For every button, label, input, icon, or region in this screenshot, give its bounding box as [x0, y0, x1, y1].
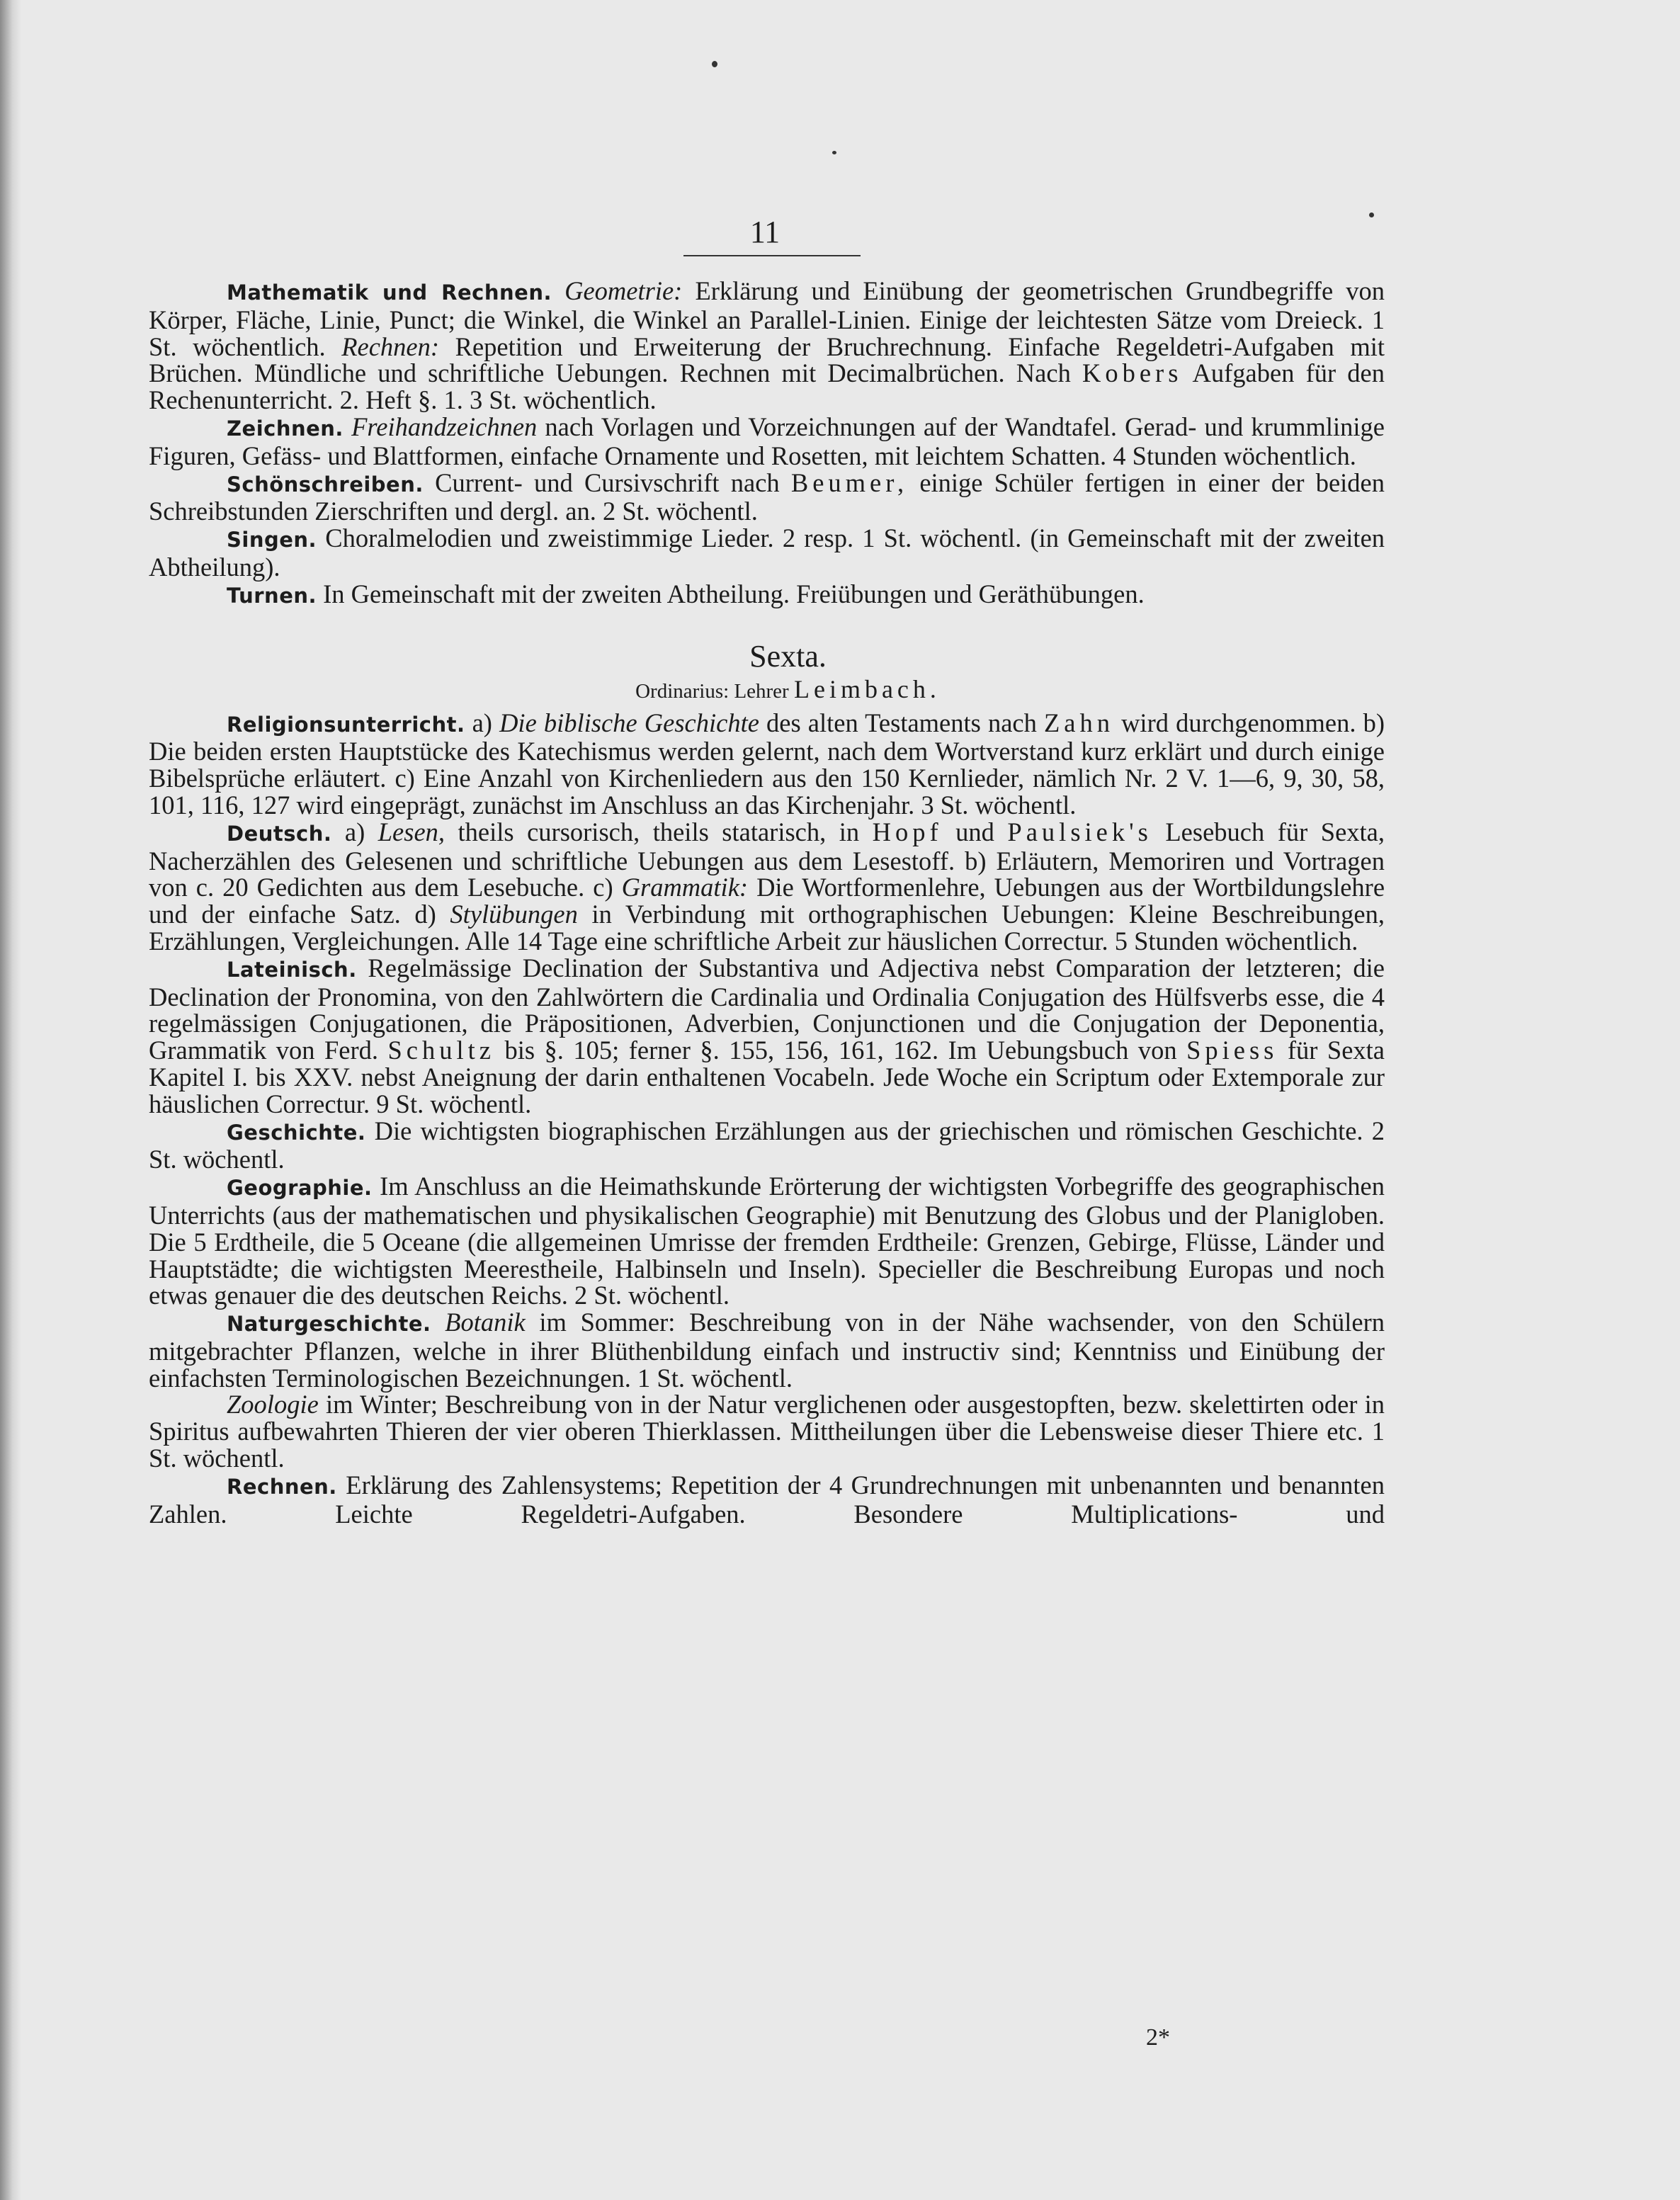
page-edge-shadow — [0, 0, 21, 2200]
author-spiess: Spiess — [1186, 1036, 1278, 1065]
page-content — [149, 212, 1385, 1527]
author-zahn: Zahn — [1043, 708, 1114, 737]
paragraph-religion — [149, 710, 1385, 819]
label-styluebungen: Stylübungen — [450, 900, 578, 929]
ordinarius-label: Ordinarius: — [635, 679, 730, 703]
heading-rechnen: Rechnen. — [227, 1474, 337, 1499]
heading-naturgeschichte: Naturgeschichte. — [227, 1312, 431, 1337]
text: Lesebuch für Sexta, Nacherzählen des Gelesenen und schriftliche Uebungen aus dem Lesestoff. b) Erläutern, Memoriren und Vortragen von c. 20 Gedichten aus dem Lesebuche. c) — [149, 817, 1385, 902]
author-schultz: Schultz — [387, 1036, 495, 1065]
paragraph-rechnen — [149, 1472, 1385, 1528]
text: wird durchgenommen. b) Die beiden ersten Hauptstücke des Katechismus werden gelernt, nach dem Wortverstand kurz erklärt und durch einige Bibelsprüche erläutert. c) Eine Anzahl von Kirchenliedern aus den 150 Kernlieder, nämlich Nr. 2 V. 1—6, 9, 30, 58, 101, 116, 127 wird eingeprägt, zunächst im Anschluss an das Kirchenjahr. 3 St. wöchentl. — [149, 708, 1385, 820]
label-grammatik: Grammatik: — [621, 873, 749, 902]
text: a) — [344, 817, 365, 846]
label-botanik: Botanik — [445, 1308, 526, 1337]
print-speck — [712, 61, 717, 67]
paragraph-geographie — [149, 1173, 1385, 1309]
text: im Winter; Beschreibung von in der Natur verglichenen oder ausgestopften, bezw. skelettirten oder in Spiritus aufbewahrten Thieren der vier oberen Thierklassen. Mittheilungen über die Lebensweise dieser Thiere etc. 1 St. wöchentl. — [149, 1390, 1385, 1473]
text: Repetition und Erweiterung der Bruchrechnung. Einfache Regeldetri-Aufgaben mit Brüchen. Mündliche und schriftliche Uebungen. Rechnen mit Decimalbrüchen. Nach — [149, 331, 1385, 388]
heading-religion: Religionsunterricht. — [227, 712, 465, 737]
text: a) — [472, 708, 492, 737]
heading-geschichte: Geschichte. — [227, 1120, 366, 1145]
text: Aufgaben für den Rechenunterricht. 2. Heft §. 1. 3 St. wöchentlich. — [149, 358, 1385, 415]
author-paulsiek: Paulsiek's — [1007, 817, 1152, 846]
lehrer-label: Lehrer — [734, 679, 789, 703]
author-kobers: Kobers — [1082, 358, 1183, 388]
label-zoologie: Zoologie — [227, 1390, 319, 1419]
label-lesen: Lesen, — [378, 817, 445, 846]
label-biblische-geschichte: Die biblische Geschichte — [499, 708, 759, 737]
paragraph-turnen — [149, 581, 1385, 610]
paragraph-zoologie — [149, 1391, 1385, 1471]
label-geometrie: Geometrie: — [564, 276, 683, 305]
print-speck — [832, 151, 836, 154]
label-rechnen: Rechnen: — [341, 331, 440, 361]
text: Die Wortformenlehre, Uebungen aus der Wortbildungslehre und der einfache Satz. d) — [149, 873, 1385, 929]
text: nach Vorlagen und Vorzeichnungen auf der Wandtafel. Gerad- und krummlinige Figuren, Gefäss- und Blattformen, einfache Ornamente und Rosetten, mit leichtem Schatten. 4 Stunden wöchentlich. — [149, 412, 1385, 470]
text: im Sommer: Beschreibung von in der Nähe wachsender, von den Schülern mitgebrachter Pflanzen, welche in ihrer Blüthenbildung einfach und instructiv sind; Kenntniss und Einübung der einfachsten Terminologischen Bezeichnungen. 1 St. wöchentl. — [149, 1308, 1385, 1393]
paragraph-deutsch — [149, 819, 1385, 955]
text: des alten Testaments nach — [766, 708, 1037, 737]
heading-turnen: Turnen. — [227, 583, 317, 608]
page-number: 11 — [749, 215, 781, 249]
text: und — [955, 817, 994, 846]
paragraph-zeichnen — [149, 414, 1385, 470]
text: theils cursorisch, theils statarisch, in — [458, 817, 860, 846]
paragraph-lateinisch — [149, 955, 1385, 1118]
section-title-sexta: Sexta. — [749, 638, 827, 674]
text: In Gemeinschaft mit der zweiten Abtheilung. Freiübungen und Geräthübungen. — [323, 579, 1145, 608]
paragraph-schoenschreiben — [149, 467, 1385, 526]
teacher-name: Leimbach. — [793, 674, 941, 703]
text: Choralmelodien und zweistimmige Lieder. 2 resp. 1 St. wöchentl. (in Gemeinschaft mit der zweiten Abtheilung). — [149, 523, 1385, 582]
heading-lateinisch: Lateinisch. — [227, 957, 357, 982]
heading-mathematik: Mathematik und Rechnen. — [227, 280, 552, 305]
text: Regelmässige Declination der Substantiva und Adjectiva nebst Comparation der letzteren; die Declination der Pronomina, von den Zahlwörtern die Cardinalia und Ordinalia Conjugation des Hülfsverbs esse, die 4 regelmässigen Conjugationen, die Präpositionen, Adverbien, Conjunctionen und die Conjugation der Deponentia, Grammatik von Ferd. — [149, 953, 1385, 1065]
heading-geographie: Geographie. — [227, 1176, 373, 1201]
author-hopf: Hopf — [872, 817, 943, 846]
paragraph-naturgeschichte — [149, 1309, 1385, 1391]
text: Current- und Cursivschrift nach — [435, 467, 780, 497]
ordinarius-line — [191, 675, 1385, 705]
heading-zeichnen: Zeichnen. — [227, 416, 344, 441]
heading-deutsch: Deutsch. — [227, 821, 332, 846]
label-freihandzeichnen: Freihandzeichnen — [351, 412, 538, 441]
paragraph-geschichte — [149, 1118, 1385, 1174]
paragraph-singen — [149, 525, 1385, 581]
author-beumer: Beumer, — [790, 467, 909, 497]
text: Erklärung und Einübung der geometrischen Grundbegriffe von Körper, Fläche, Linie, Punct; die Winkel, die Winkel an Parallel-Linien. Einige der leichtesten Sätze vom Dreieck. 1 St. wöchentlich. — [149, 276, 1385, 361]
signature-mark: 2* — [1146, 2024, 1170, 2051]
heading-schoenschreiben: Schönschreiben. — [227, 472, 424, 497]
text: Erklärung des Zahlensystems; Repetition der 4 Grundrechnungen mit unbenannten und benannten Zahlen. Leichte Regeldetri-Aufgaben. Besondere Multiplications- und — [149, 1470, 1385, 1529]
text: Die wichtigsten biographischen Erzählungen aus der griechischen und römischen Geschichte. 2 St. wöchentl. — [149, 1116, 1385, 1174]
text: in Verbindung mit orthographischen Uebungen: Kleine Beschreibungen, Erzählungen, Vergleichungen. Alle 14 Tage eine schriftliche Arbeit zur häuslichen Correctur. 5 Stunden wöchentlich. — [149, 900, 1385, 956]
page-number-rule — [683, 255, 861, 256]
paragraph-mathematik — [149, 278, 1385, 414]
text: für Sexta Kapitel I. bis XXV. nebst Aneignung der darin enthaltenen Vocabeln. Jede Woche ein Scriptum oder Extemporale zur häuslichen Correctur. 9 St. wöchentl. — [149, 1036, 1385, 1118]
text: einige Schüler fertigen in einer der beiden Schreibstunden Zierschriften und dergl. an. 2 St. wöchentl. — [149, 467, 1385, 526]
text: Im Anschluss an die Heimathskunde Erörterung der wichtigsten Vorbegriffe des geographischen Unterrichts (aus der mathematischen und physikalischen Geographie) mit Benutzung des Globus und der Planigloben. Die 5 Erdtheile, die 5 Oceane (die allgemeinen Umrisse der fremden Erdtheile: Grenzen, Gebirge, Flüsse, Länder und Hauptstädte; die wichtigsten Meerestheile, Halbinseln und Inseln). Specieller die Beschreibung Europas und noch etwas genauer die des deutschen Reichs. 2 St. wöchentl. — [149, 1172, 1385, 1310]
text: bis §. 105; ferner §. 155, 156, 161, 162. Im Uebungsbuch von — [504, 1036, 1177, 1065]
heading-singen: Singen. — [227, 528, 317, 552]
